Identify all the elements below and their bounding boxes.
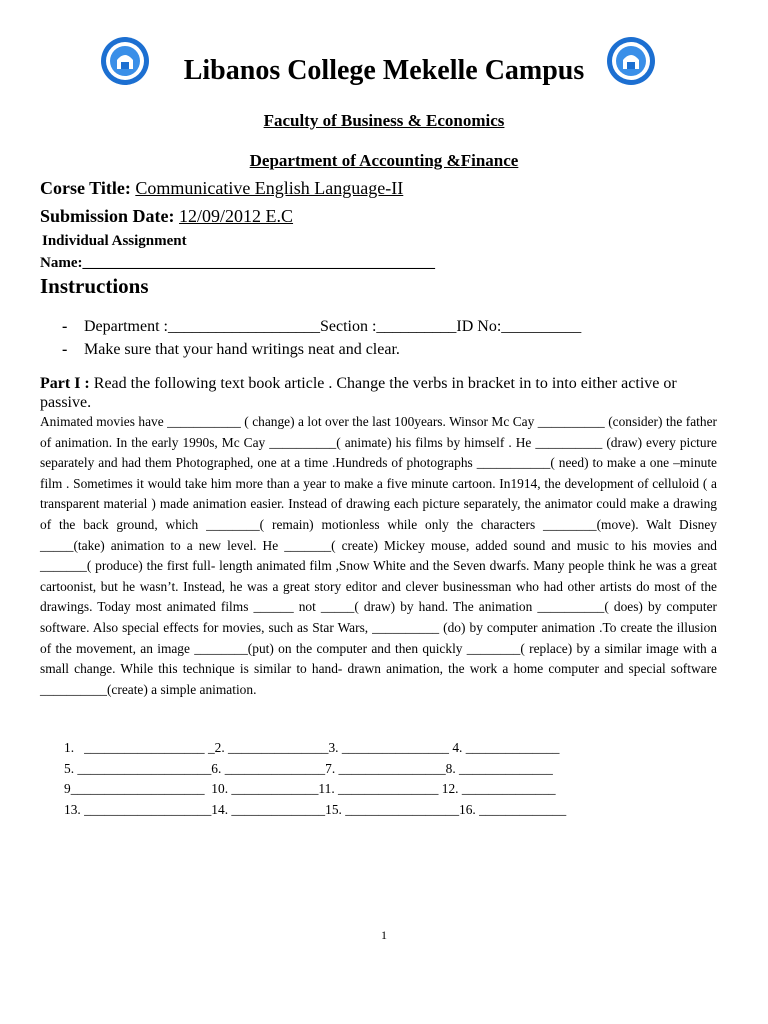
part-one-label: Part I : (40, 375, 90, 392)
instruction-item: - Department :___________________Section :__________ID No:__________ (62, 318, 582, 335)
college-title: Libanos College Mekelle Campus (183, 55, 585, 86)
answer-row: 9____________________ 10. _____________11. _______________ 12. ______________ (64, 781, 556, 796)
answer-blanks (64, 738, 566, 820)
instruction-item: - Make sure that your hand writings neat and clear. (62, 341, 400, 358)
answer-row: 5. ____________________6. _______________7. ________________8. ______________ (64, 760, 553, 776)
answer-row: 13. ___________________14. ______________15. _________________16. _____________ (64, 801, 567, 817)
article-passage (40, 412, 717, 700)
page-number: 1 (381, 928, 387, 942)
department-heading: Department of Accounting &Finance (249, 151, 519, 170)
submission-date-label: Submission Date: (40, 206, 175, 226)
name-line: Name:_______________________________________________ (40, 255, 435, 271)
assignment-type: Individual Assignment (42, 233, 187, 249)
submission-date-line (40, 206, 293, 227)
instruction-text: Make sure that your hand writings neat and clear. (84, 341, 400, 358)
faculty-heading: Faculty of Business & Economics (263, 111, 505, 130)
part-one-text: Read the following text book article . Change the verbs in bracket in to into either active or passive. (40, 375, 677, 411)
instructions-heading: Instructions (40, 274, 149, 298)
answer-row: 1. __________________ _2. _______________3. ________________ 4. ______________ (64, 740, 560, 755)
instruction-text: Department :___________________Section :__________ID No:__________ (84, 318, 582, 335)
course-title-line (40, 178, 403, 199)
submission-date-value: 12/09/2012 E.C (179, 206, 294, 226)
passage-text: Animated movies have ___________ ( change) a lot over the last 100years. Winsor Mc Cay __________ (consider) the father of animation. In the early 1990s, Mc Cay __________( animate) his films by himself . He __________ (draw) every picture separately and had them Photographed, one at a time .Hundreds of photographs ___________( need) to make a one –minute film . Sometimes it would take him more than a year to make a five minute cartoon. In1914, the development of celluloid ( a transparent material ) made animation easier. Instead of drawing each picture separately, the animator could make a drawing of the back ground, which ________( remain) motionless while only the characters ________(move). Walt Disney _____(take) animation to a new level. He _______( create) Mickey mouse, added sound and music to his movies and _______( produce) the first full- length animated film ,Snow White and the Seven dwarfs. Many people think he was a great cartoonist, but he wasn’t. Instead, he was a great story editor and clever businessman who had other artists do most of the drawings. Today most animated films ______ not _____( draw) by hand. The animation __________( does) by computer software. Also special effects for movies, such as Star Wars, __________ (do) by computer animation .To create the illusion of the movement, an image ________(put) on the computer and then quickly ________( replace) by a similar image with a small change. While this technique is similar to hand- drawn animation, the work a home computer and special software __________(create) a simple animation. (40, 414, 717, 697)
course-title-label: Corse Title: (40, 178, 131, 198)
course-title-value: Communicative English Language-II (135, 178, 404, 198)
part-one-instruction (40, 374, 730, 412)
